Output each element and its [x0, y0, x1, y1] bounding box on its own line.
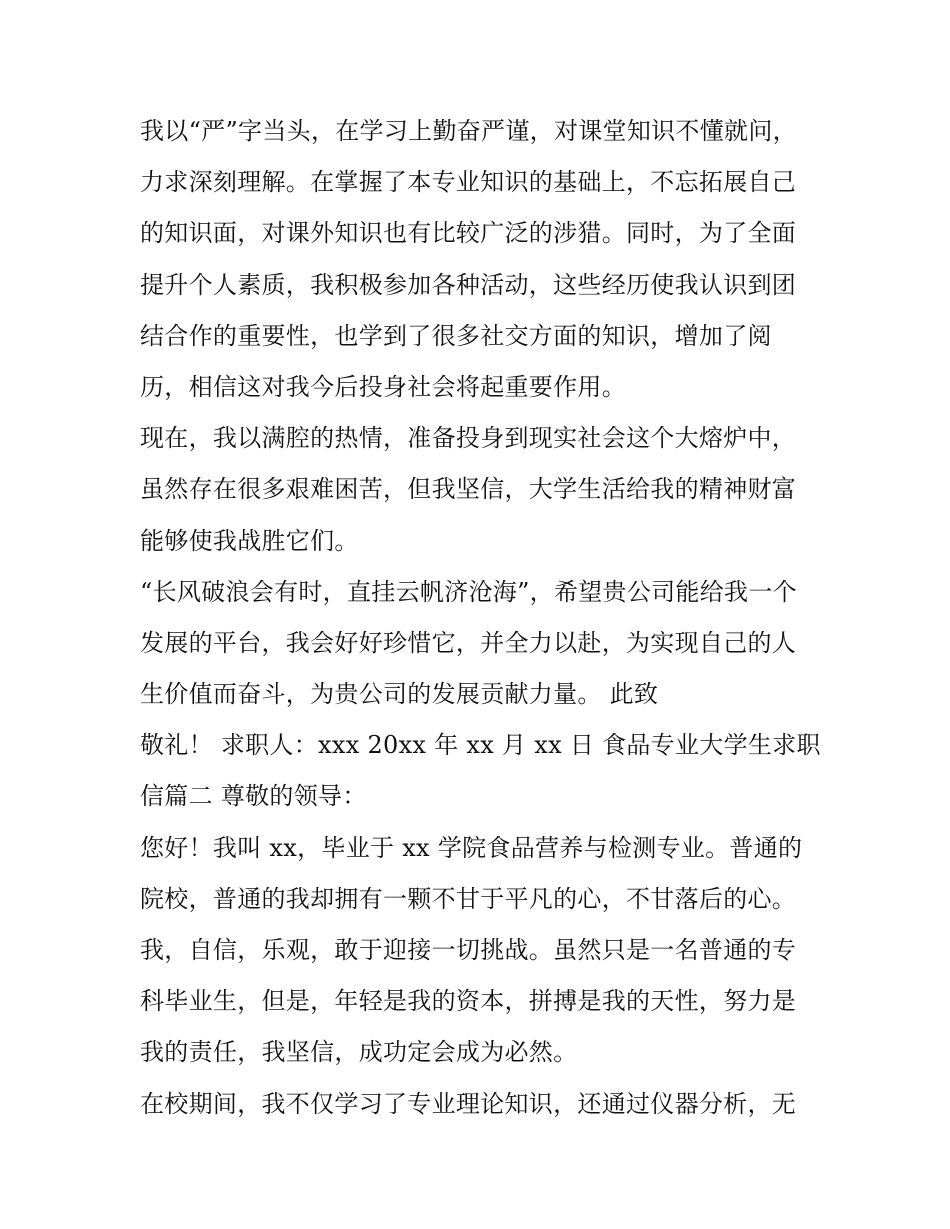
text-line-18: 科毕业生，但是，年轻是我的资本，拼搏是我的天性，努力是 — [140, 987, 797, 1016]
text-line-8: 虽然存在很多艰难困苦，但我坚信，大学生活给我的精神财富 — [140, 475, 797, 504]
text-line-5: 结合作的重要性，也学到了很多社交方面的知识，增加了阅 — [140, 321, 772, 350]
text-line-11: 发展的平台，我会好好珍惜它，并全力以赴，为实现自己的人 — [140, 628, 797, 657]
text-line-12: 生价值而奋斗，为贵公司的发展贡献力量。 此致 — [140, 680, 659, 709]
text-line-15: 您好！我叫 xx，毕业于 xx 学院食品营养与检测专业。普通的 — [140, 833, 803, 862]
text-line-3: 的知识面，对课外知识也有比较广泛的涉猎。同时，为了全面 — [140, 219, 797, 248]
text-line-7: 现在，我以满腔的热情，准备投身到现实社会这个大熔炉中， — [140, 424, 797, 453]
text-line-19: 我的责任，我坚信，成功定会成为必然。 — [140, 1038, 578, 1067]
text-line-4: 提升个人素质，我积极参加各种活动，这些经历使我认识到团 — [140, 270, 797, 299]
body-text — [140, 106, 820, 1130]
text-line-6: 历，相信这对我今后投身社会将起重要作用。 — [140, 372, 626, 401]
text-line-20: 在校期间，我不仅学习了专业理论知识，还通过仪器分析，无 — [140, 1089, 797, 1118]
text-line-2: 力求深刻理解。在掌握了本专业知识的基础上，不忘拓展自己 — [140, 168, 797, 197]
text-line-10: “长风破浪会有时，直挂云帆济沧海”，希望贵公司能给我一个 — [140, 577, 797, 606]
text-line-16: 院校，普通的我却拥有一颗不甘于平凡的心，不甘落后的心。 — [140, 884, 797, 913]
text-line-1: 我以“严”字当头，在学习上勤奋严谨，对课堂知识不懂就问， — [140, 117, 797, 145]
text-line-14: 信篇二 尊敬的领导： — [140, 782, 367, 811]
text-line-17: 我，自信，乐观，敢于迎接一切挑战。虽然只是一名普通的专 — [140, 936, 797, 964]
text-line-13: 敬礼！ 求职人：xxx 20xx 年 xx 月 xx 日 食品专业大学生求职 — [140, 731, 821, 760]
text-line-9: 能够使我战胜它们。 — [140, 526, 359, 555]
